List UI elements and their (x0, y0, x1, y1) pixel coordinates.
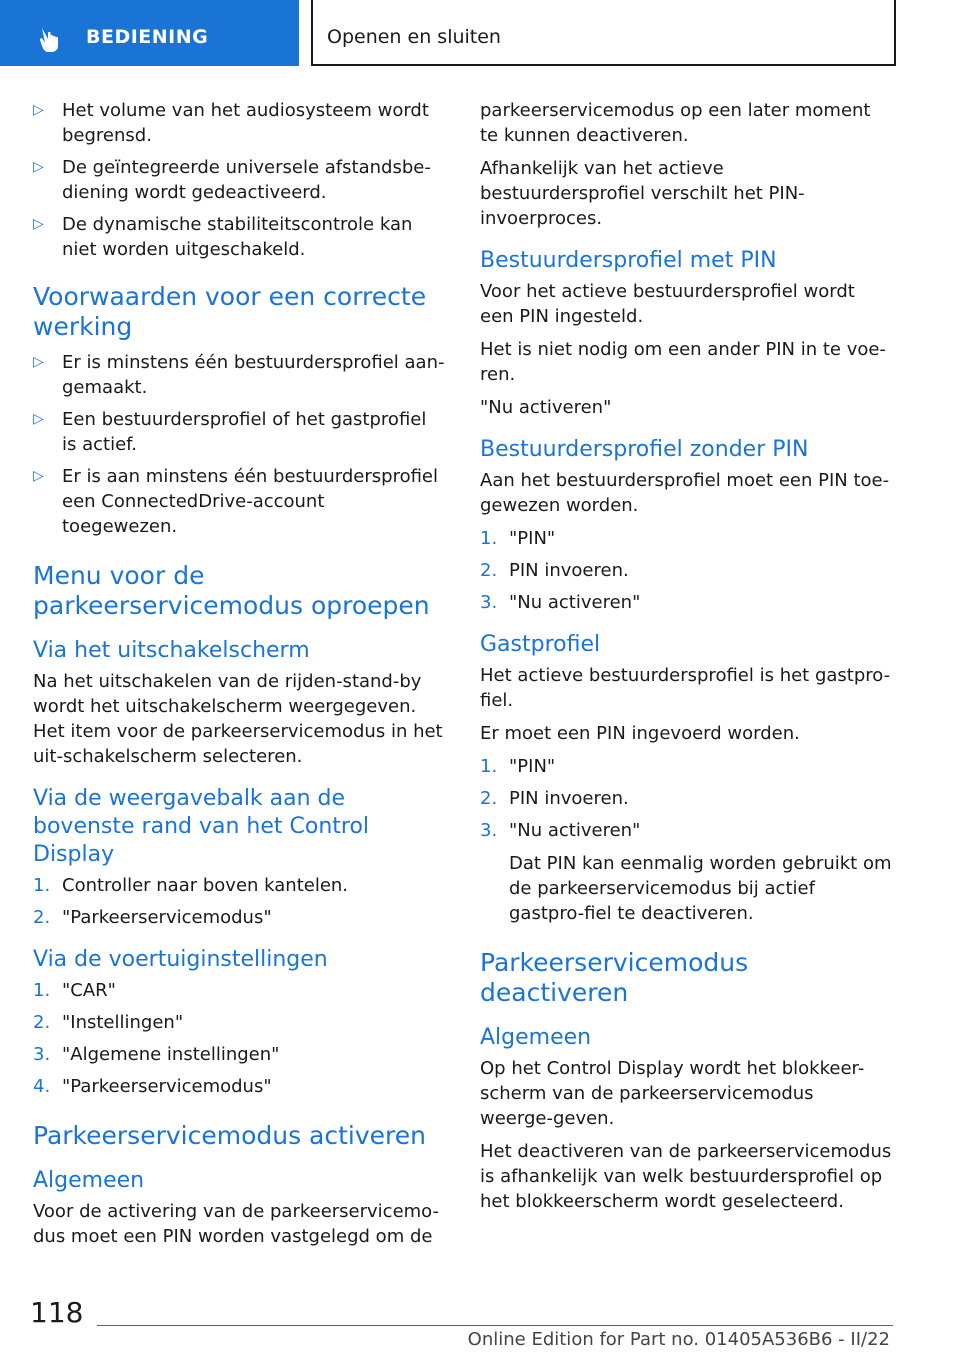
triangle-bullet-icon: ▷ (33, 159, 44, 175)
heading-met-pin: Bestuurdersprofiel met PIN (480, 248, 777, 273)
paragraph-afhankelijk: Afhankelijk van het actieve bestuurdersprofiel verschilt het PIN-invoerproces. (480, 158, 805, 229)
list-item: ▷ Er is minstens één bestuurdersprofiel aan-gemaakt. (33, 352, 445, 398)
paragraph-gastprofiel-1: Het actieve bestuurdersprofiel is het gastpro-fiel. (480, 665, 891, 711)
list-item: 1. "PIN" (480, 756, 556, 777)
paragraph-zonder-pin: Aan het bestuurdersprofiel moet een PIN toe-gewezen worden. (480, 470, 890, 516)
paragraph-met-pin-1: Voor het actieve bestuurdersprofiel wordt een PIN ingesteld. (480, 281, 855, 327)
heading-deactiveren: Parkeerservicemodus deactiveren (480, 948, 749, 1007)
list-item: 1. "PIN" (480, 528, 556, 549)
chapter-title: Openen en sluiten (327, 26, 501, 48)
edition-text: Online Edition for Part no. 01405A536B6 - II/22 (467, 1329, 890, 1350)
paragraph-gastprofiel-2: Er moet een PIN ingevoerd worden. (480, 723, 800, 744)
triangle-bullet-icon: ▷ (33, 468, 44, 484)
page-number: 118 (30, 1296, 84, 1329)
list-item: 3. "Nu activeren" (480, 592, 641, 613)
paragraph-continued: parkeerservicemodus op een later moment te kunnen deactiveren. (480, 100, 871, 146)
triangle-bullet-icon: ▷ (33, 102, 44, 118)
paragraph-met-pin-2: Het is niet nodig om een ander PIN in te voe-ren. (480, 339, 886, 385)
section-tab[interactable] (0, 0, 299, 66)
list-item: 2. "Instellingen" (33, 1012, 184, 1033)
list-item: ▷ Een bestuurdersprofiel of het gastprofiel is actief. (33, 409, 427, 455)
paragraph-met-pin-3: "Nu activeren" (480, 397, 612, 418)
step-note: Dat PIN kan eenmalig worden gebruikt om de parkeerservicemodus bij actief gastpro-fiel te deactiveren. (509, 853, 892, 924)
paragraph-deactiveren-1: Op het Control Display wordt het blokkeer-scherm van de parkeerservicemodus weerge-geven. (480, 1058, 865, 1129)
triangle-bullet-icon: ▷ (33, 354, 44, 370)
list-item: ▷ De dynamische stabiliteitscontrole kan niet worden uitgeschakeld. (33, 214, 413, 260)
bullet-list-conditions (33, 350, 445, 539)
heading-uitschakelscherm: Via het uitschakelscherm (33, 638, 310, 663)
footer-divider (97, 1325, 893, 1326)
list-item: 4. "Parkeerservicemodus" (33, 1076, 272, 1097)
triangle-bullet-icon: ▷ (33, 216, 44, 232)
list-item: 2. PIN invoeren. (480, 788, 629, 809)
heading-gastprofiel: Gastprofiel (480, 632, 601, 657)
list-item: 2. "Parkeerservicemodus" (33, 907, 272, 928)
heading-zonder-pin: Bestuurdersprofiel zonder PIN (480, 437, 809, 462)
steps-weergavebalk (33, 873, 445, 930)
heading-algemeen-2: Algemeen (480, 1025, 592, 1050)
list-item: 3. "Algemene instellingen" (33, 1044, 280, 1065)
list-item: ▷ De geïntegreerde universele afstandsbe-diening wordt gedeactiveerd. (33, 157, 431, 203)
chapter-header (311, 0, 896, 66)
left-column (33, 98, 445, 1257)
bullet-list-restrictions (33, 98, 445, 262)
list-item: 1. "CAR" (33, 980, 116, 1001)
list-item: 2. PIN invoeren. (480, 560, 629, 581)
heading-weergavebalk: Via de weergavebalk aan de bovenste rand van het Control Display (33, 786, 370, 867)
list-item: 3. "Nu activeren" Dat PIN kan eenmalig worden gebruikt om de parkeerservicemodus bij actief gastpro-fiel te deactiveren. (480, 820, 892, 924)
paragraph-algemeen: Voor de activering van de parkeerservicemo-dus moet een PIN worden vastgelegd om de (33, 1201, 440, 1247)
section-label: BEDIENING (86, 26, 209, 48)
heading-menu: Menu voor de parkeerservicemodus oproepen (33, 561, 430, 620)
heading-voertuiginstellingen: Via de voertuiginstellingen (33, 947, 328, 972)
steps-zonder-pin (480, 526, 892, 615)
heading-voorwaarden: Voorwaarden voor een correcte werking (33, 282, 427, 341)
paragraph-uitschakelscherm: Na het uitschakelen van de rijden-stand-by wordt het uitschakelscherm weergegeven. Het item voor de parkeerservicemodus in het uit-schakelscherm selecteren. (33, 671, 443, 767)
paragraph-deactiveren-2: Het deactiveren van de parkeerservicemodus is afhankelijk van welk bestuurdersprofiel op het blokkeerscherm wordt geselecteerd. (480, 1141, 892, 1212)
steps-voertuiginstellingen (33, 978, 445, 1099)
pointing-hand-icon (36, 24, 66, 54)
right-column (480, 98, 892, 1222)
list-item: ▷ Het volume van het audiosysteem wordt begrensd. (33, 100, 429, 146)
list-item: 1. Controller naar boven kantelen. (33, 875, 349, 896)
list-item: ▷ Er is aan minstens één bestuurdersprofiel een ConnectedDrive-account toegewezen. (33, 466, 438, 537)
heading-algemeen: Algemeen (33, 1168, 145, 1193)
heading-activeren: Parkeerservicemodus activeren (33, 1121, 427, 1150)
triangle-bullet-icon: ▷ (33, 411, 44, 427)
steps-gastprofiel (480, 754, 892, 926)
